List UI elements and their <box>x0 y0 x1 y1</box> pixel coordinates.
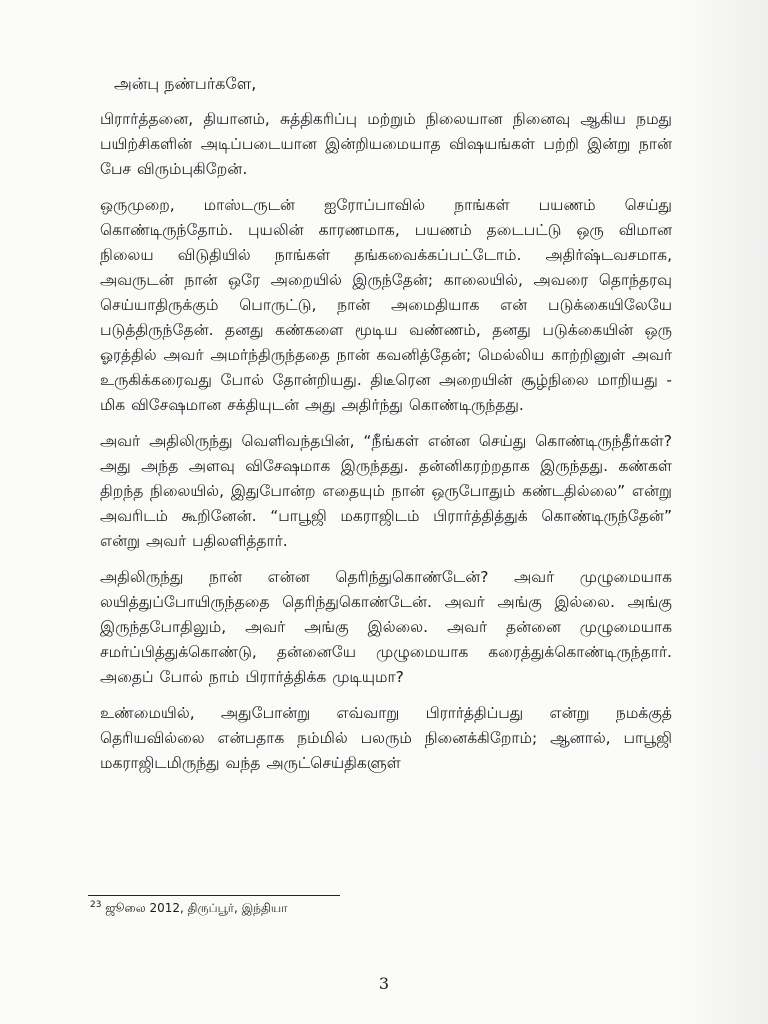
paragraph-1: பிரார்த்தனை, தியானம், சுத்திகரிப்பு மற்றும் நிலையான நினைவு ஆகிய நமது பயிற்சிகளின் அடிப்படையான இன்றியமையாத விஷயங்கள் பற்றி இன்று நான் பேச விரும்புகிறேன். <box>100 110 672 178</box>
footnote-divider <box>88 895 340 896</box>
paragraph-3: அவர் அதிலிருந்து வெளிவந்தபின், “நீங்கள் என்ன செய்து கொண்டிருந்தீர்கள்? அது அந்த அளவு விசேஷமாக இருந்தது. தன்னிகரற்றதாக இருந்தது. கண்கள் திறந்த நிலையில், இதுபோன்ற எதையும் நான் ஒருபோதும் கண்டதில்லை” என்று அவரிடம் கூறினேன். “பாபூஜி மகராஜிடம் பிரார்த்தித்துக் கொண்டிருந்தேன்” என்று அவர் பதிலளித்தார். <box>100 432 672 550</box>
paragraph-2: ஒருமுறை, மாஸ்டருடன் ஐரோப்பாவில் நாங்கள் பயணம் செய்து கொண்டிருந்தோம். புயலின் காரணமாக, பயணம் தடைபட்டு ஒரு விமான நிலைய விடுதியில் நாங்கள் தங்கவைக்கப்பட்டோம். அதிர்ஷ்டவசமாக, அவருடன் நான் ஒரே அறையில் இருந்தேன்; காலையில், அவரை தொந்தரவு செய்யாதிருக்கும் பொருட்டு, நான் அமைதியாக என் படுக்கையிலேயே படுத்திருந்தேன். தனது கண்களை மூடிய வண்ணம், தனது படுக்கையின் ஒரு ஓரத்தில் அவர் அமர்ந்திருந்ததை நான் கவனித்தேன்; மெல்லிய காற்றினுள் அவர் உருகிக்கரைவது போல் தோன்றியது. திடீரென அறையின் சூழ்நிலை மாறியது - மிக விசேஷமான சக்தியுடன் அது அதிர்ந்து கொண்டிருந்தது. <box>100 196 672 414</box>
salutation: அன்பு நண்பர்களே, <box>114 74 257 93</box>
footnote <box>90 900 287 917</box>
page-number: 3 <box>378 974 390 993</box>
footnote-text: ஜூலை 2012, திருப்பூர், இந்தியா <box>105 901 288 915</box>
page-edge-shadow <box>678 0 768 1024</box>
paragraph-5: உண்மையில், அதுபோன்று எவ்வாறு பிரார்த்திப்பது என்று நமக்குத் தெரியவில்லை என்பதாக நம்மில் பலரும் நினைக்கிறோம்; ஆனால், பாபூஜி மகராஜிடமிருந்து வந்த அருட்செய்திகளுள் <box>100 704 672 772</box>
paragraph-4: அதிலிருந்து நான் என்ன தெரிந்துகொண்டேன்? அவர் முழுமையாக லயித்துப்போயிருந்ததை தெரிந்துகொண்டேன். அவர் அங்கு இல்லை. அங்கு இருந்தபோதிலும், அவர் அங்கு இல்லை. அவர் தன்னை முழுமையாக சமர்ப்பித்துக்கொண்டு, தன்னையே முழுமையாக கரைத்துக்கொண்டிருந்தார். அதைப் போல் நாம் பிரார்த்திக்க முடியுமா? <box>100 568 672 686</box>
footnote-marker: 23 <box>90 900 102 910</box>
